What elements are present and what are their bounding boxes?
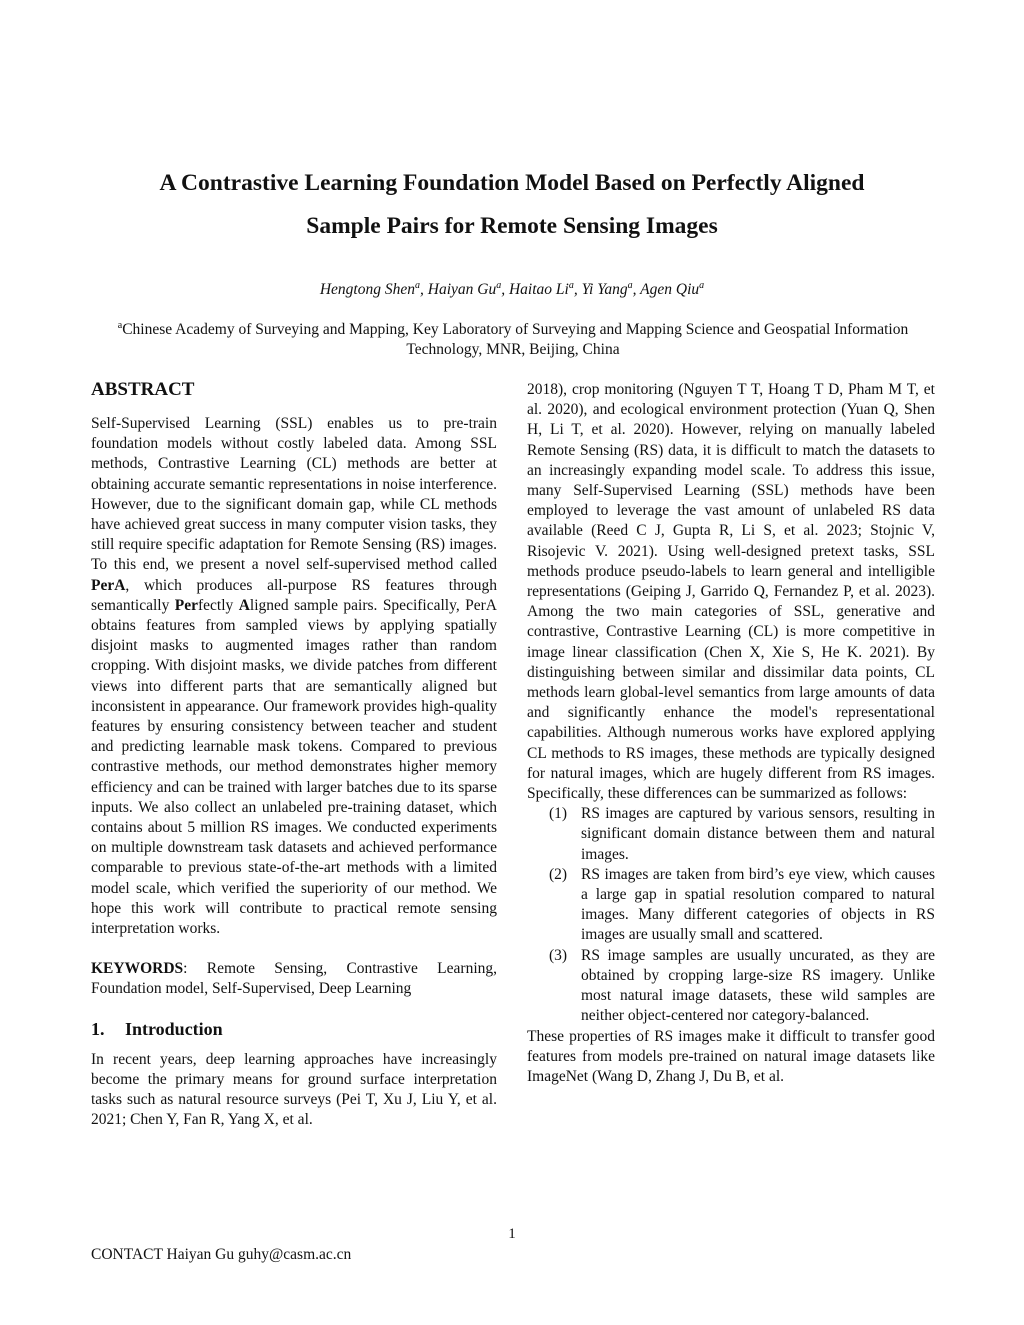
right-column (527, 380, 935, 1087)
list-item: (2) RS images are taken from bird’s eye view, which causes a large gap in spatial resolution compared to natural images. Many different categories of objects in RS images are usually small and scattered. (549, 865, 935, 944)
list-marker: (1) (549, 805, 568, 823)
list-item: (1) RS images are captured by various sensors, resulting in significant domain distance between them and natural images. (549, 805, 935, 863)
list-marker: (2) (549, 865, 568, 883)
affiliation-text: Chinese Academy of Surveying and Mapping, Key Laboratory of Surveying and Mapping Science and Geospatial Information Technology, MNR, Beijing, China (122, 321, 909, 358)
keywords (91, 959, 497, 999)
intro-paragraph-right: 2018), crop monitoring (Nguyen T T, Hoang T D, Pham M T, et al. 2020), and ecological environment protection (Yuan Q, Shen H, Li T, et al. 2020). However, relying on manually labeled Remote Sensing (RS) data, it is difficult to match the datasets to an increasingly expanding model scale. To address this issue, many Self-Supervised Learning (SSL) methods have been employed to leverage the vast amount of unlabeled RS data available (Reed C J, Gupta R, Li S, et al. 2023; Stojnic V, Risojevic V. 2021). Using well-designed pretext tasks, SSL methods produce pseudo-labels to learn general and intelligible representations (Geiping J, Garrido Q, Fernandez P, et al. 2023). Among the two main categories of SSL, generative and contrastive, Contrastive Learning (CL) is more competitive in image linear classification (Chen X, Xie S, He K. 2021). By distinguishing between similar and dissimilar data points, CL methods learn global-level semantics from large amounts of data and significantly enhance the model's representational capabilities. Although numerous works have explored applying CL methods to RS images, these methods are typically designed for natural images, which are hugely different from RS images. Specifically, these differences can be summarized as follows: (527, 381, 935, 803)
author: Haiyan Gu$^a$ (427, 279, 502, 298)
title-line-1: A Contrastive Learning Foundation Model Based on Perfectly Aligned (159, 170, 865, 196)
list-item: (3) RS image samples are usually uncurated, as they are obtained by cropping large-size RS imagery. Unlike most natural image datasets, these wild samples are neither object-centered nor category-balanced. (549, 946, 935, 1025)
author: Haitao Li$^a$ (508, 279, 574, 298)
section-title: Introduction (125, 1018, 223, 1039)
intro-closing-paragraph: These properties of RS images make it difficult to transfer good features from models pre-trained on natural image datasets like ImageNet (Wang D, Zhang J, Du B, et al. (527, 1027, 935, 1085)
affiliation (98, 320, 928, 360)
keywords-text: : Remote Sensing, Contrastive Learning, Foundation model, Self-Supervised, Deep Learning (91, 960, 497, 998)
author: Yi Yang$^a$ (581, 279, 633, 298)
method-name: PerA (91, 576, 126, 594)
contact-footnote: CONTACT Haiyan Gu guhy@casm.ac.cn (91, 1246, 352, 1263)
intro-paragraph-left: In recent years, deep learning approaches have increasingly become the primary means for ground surface interpretation tasks such as natural resource surveys (Pei T, Xu J, Liu Y, et al. 2021; Chen Y, Fan R, Yang X, et al. (91, 1050, 497, 1129)
affiliation-mark: a (117, 319, 123, 331)
paper-title (60, 162, 964, 248)
author: Hengtong Shen$^a$ (319, 279, 420, 298)
page-number: 1 (508, 1226, 516, 1242)
intro-heading (91, 1017, 497, 1041)
left-column (91, 378, 497, 1131)
list-marker: (3) (549, 946, 568, 964)
abstract-text: Self-Supervised Learning (SSL) enables us to pre-train foundation models without costly labeled data. Among SSL methods, Contrastive Learning (CL) methods are better at obtaining accurate semantic representations in noise interference. However, due to the significant domain gap, while CL methods have achieved great success in many computer vision tasks, they still require specific adaptation for Remote Sensing (RS) images. To this end, we present a novel self-supervised method called PerA, which produces all-purpose RS features through semantically Perfectly Aligned sample pairs. Specifically, PerA obtains features from sampled views by applying spatially disjoint masks to augmented images rather than random cropping. With disjoint masks, we divide patches from different views into different parts that are semantically aligned but inconsistent in appearance. Our framework provides high-quality features by ensuring consistency between teacher and student and predicting learnable mask tokens. Compared to previous contrastive methods, our method demonstrates higher memory efficiency and can be trained with larger batches due to its sparse inputs. We also collect an unlabeled pre-training dataset, which contains about 5 million RS images. We conducted experiments on multiple downstream task datasets and achieved performance comparable to previous state-of-the-art methods with a limited model scale, which verified the superiority of our method. We hope this work will contribute to practical remote sensing interpretation works. (91, 415, 497, 938)
rs-properties-list (527, 804, 935, 1026)
abstract-heading: ABSTRACT (91, 379, 195, 400)
author: Agen Qiu$^a$ (640, 279, 705, 298)
keywords-label: KEYWORDS (91, 960, 184, 978)
title-line-2: Sample Pairs for Remote Sensing Images (306, 213, 718, 239)
author-list: Hengtong Shen$^a$, Haiyan Gu$^a$, Haitao Li$^a$, Yi Yang$^a$, Agen Qiu$^a$ (319, 279, 705, 298)
section-number: 1. (91, 1018, 105, 1039)
